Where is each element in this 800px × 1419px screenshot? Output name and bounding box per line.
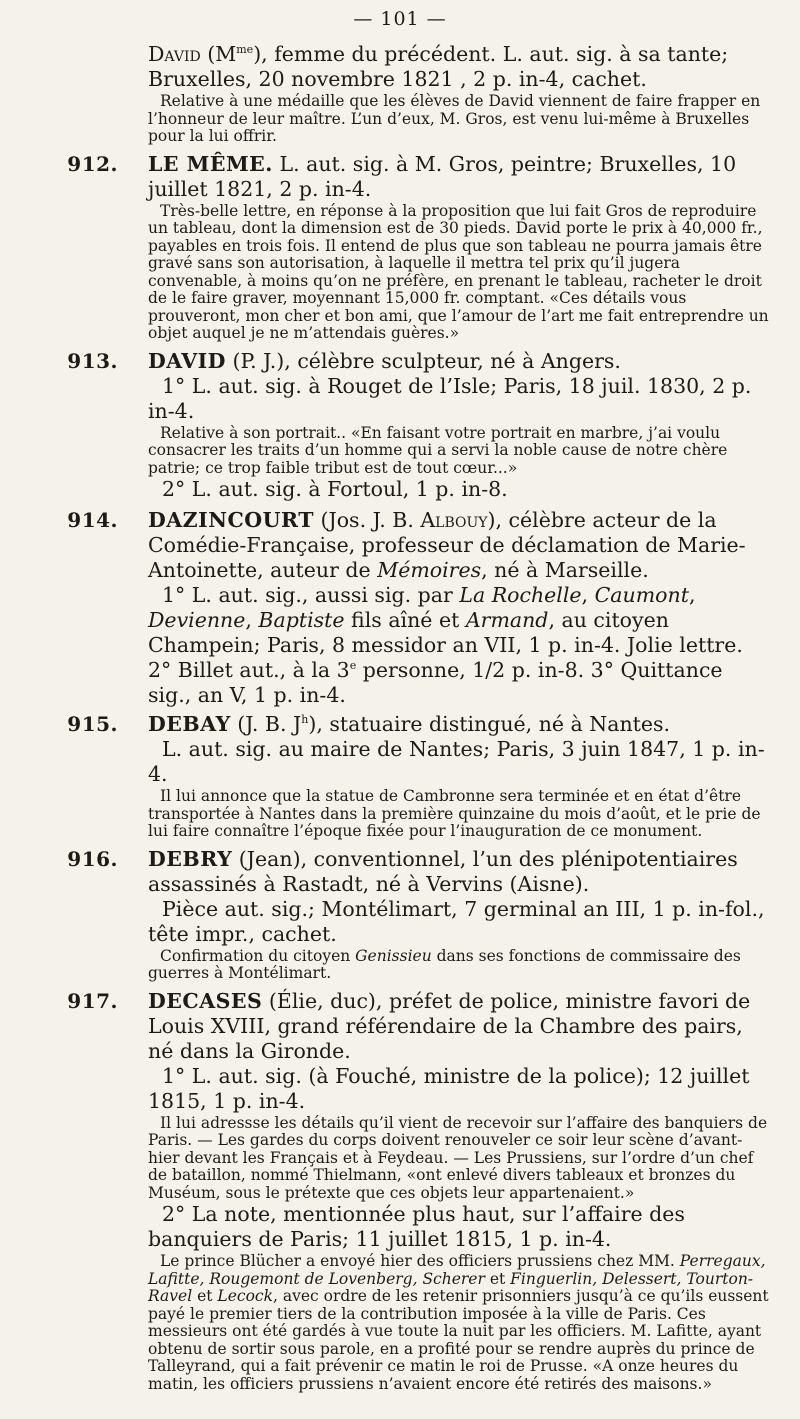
entry-item: 1° L. aut. sig. (à Fouché, ministre de la police); 12 juillet 1815, 1 p. in-4. <box>148 1063 750 1113</box>
entry-name: DEBAY <box>148 712 231 736</box>
entry-note: Relative à une médaille que les élèves de David viennent de faire frapper en l’honneur de leur maître. L’un d’eux, M. Gros, est venu lui-même à Bruxelles pour la lui offrir. <box>148 92 761 145</box>
entry-item: 1° L. aut. sig. à Rouget de l’Isle; Paris, 18 juil. 1830, 2 p. in-4. <box>148 373 752 423</box>
entry-name: DECASES <box>148 988 263 1013</box>
entry-item: L. aut. sig. au maire de Nantes; Paris, 3 juin 1847, 1 p. in-4. <box>148 737 765 786</box>
entry-heading: LE MÊME. L. aut. sig. à M. Gros, peintre; Bruxelles, 10 juillet 1821, 2 p. in-4. <box>148 151 737 201</box>
entry-name: DEBRY <box>148 846 233 871</box>
entry-heading: DEBRY (Jean), conventionnel, l’un des plénipotentiaires assassinés à Rastadt, né à Vervins (Aisne). <box>148 846 738 896</box>
entry-number: 916. <box>67 846 118 871</box>
entry-note: Le prince Blücher a envoyé hier des officiers prussiens chez MM. Perregaux, Lafitte, Rougemont de Lovenberg, Scherer et Finguerlin, Delessert, Tourton-Ravel et Lecock, avec ordre de les retenir prisonniers jusqu’à ce qu’ils eussent payé le premier tiers de la contribution imposée à la ville de Paris. Ces messieurs ont été gardés à vue toute la nuit par les officiers. M. Lafitte, ayant obtenu de sortir sous parole, en a profité pour se rendre auprès du prince de Talleyrand, qui a fait prévenir ce matin le roi de Prusse. «A onze heures du matin, les officiers prussiens n’avaient encore été retirés des maisons.» <box>148 1252 769 1393</box>
entry-note: Confirmation du citoyen Genissieu dans ses fonctions de commissaire des guerres à Montélimart. <box>148 946 741 982</box>
entry-name: LE MÊME. <box>148 151 273 176</box>
catalogue-entry <box>0 508 800 708</box>
entry-heading: DEBAY (J. B. $J^h$), statuaire distingué, né à Nantes. <box>148 712 671 736</box>
entry-item: 1° L. aut. sig., aussi sig. par La Rochelle, Caumont, Devienne, Baptiste fils aîné et Armand, au citoyen Champein; Paris, 8 messidor an VII, 1 p. in-4. Jolie lettre. 2° Billet aut., à la 3e personne, 1/2 p. in-8. 3° Quittance sig., an V, 1 p. in-4. <box>148 583 743 707</box>
catalogue-entry <box>0 712 800 841</box>
entry-item: Pièce aut. sig.; Montélimart, 7 germinal an III, 1 p. in-fol., tête impr., cachet. <box>148 896 765 946</box>
catalogue-entry <box>0 42 800 146</box>
entry-number: 915. <box>67 712 118 736</box>
catalogue-entry <box>0 349 800 503</box>
catalogue-entry <box>0 847 800 983</box>
entry-number: 917. <box>67 988 118 1013</box>
catalogue-entry <box>0 989 800 1394</box>
entry-note: Il lui adressse les détails qu’il vient de recevoir sur l’affaire des banquiers de Paris. — Les gardes du corps doivent renouveler ce soir leur scène d’avant-hier devant les Français et à Feydeau. — Les Prussiens, sur l’ordre d’un chef de bataillon, nommé Thielmann, «ont enlevé divers tableaux et bronzes du Muséum, sous le prétexte que ces objets leur appartenaient.» <box>148 1113 768 1202</box>
entry-heading: DAVID (P. J.), célèbre sculpteur, né à Angers. <box>148 348 621 373</box>
entry-heading: DAZINCOURT (Jos. J. B. Albouy), célèbre acteur de la Comédie-Française, professeur de déclamation de Marie-Antoinette, auteur de Mémoires, né à Marseille. <box>148 508 746 582</box>
entry-heading: DECASES (Élie, duc), préfet de police, ministre favori de Louis XVIII, grand référendaire de la Chambre des pairs, né dans la Gironde. <box>148 988 751 1063</box>
entry-number: 912. <box>67 151 118 176</box>
entry-name: DAVID <box>148 348 226 373</box>
entry-note: Il lui annonce que la statue de Cambronne sera terminée et en état d’être transportée à Nantes dans la première quinzaine du mois d’août, et le prie de lui faire connaître l’époque fixée pour l’inauguration de ce monument. <box>148 787 761 840</box>
entry-item: 2° L. aut. sig. à Fortoul, 1 p. in-8. <box>162 477 508 501</box>
entry-note: Très-belle lettre, en réponse à la proposition que lui fait Gros de reproduire un tableau, dont la dimension est de 30 pieds. David porte le prix à 40,000 fr., payables en trois fois. Il entend de plus que son tableau ne pourra jamais être gravé sans son autorisation, à laquelle il mettra tel prix qu’il jugera convenable, à moins qu’on ne préfère, en prenant le tableau, racheter le droit de le faire graver, moyennant 15,000 fr. comptant. «Ces détails vous prouveront, mon cher et bon ami, que l’amour de l’art me fait entreprendre un objet auquel je ne m’attendais guères.» <box>148 201 769 342</box>
entry-number: 913. <box>67 348 118 373</box>
catalogue-entries <box>0 42 800 1393</box>
catalogue-entry <box>0 152 800 343</box>
entry-heading: David $(M^{me})$, femme du précédent. L. aut. sig. à sa tante; Bruxelles, 20 novembre 1821 , 2 p. in-4, cachet. <box>148 42 729 91</box>
entry-item: 2° La note, mentionnée plus haut, sur l’affaire des banquiers de Paris; 11 juillet 1815, 1 p. in-4. <box>148 1202 685 1251</box>
entry-number: 914. <box>67 508 118 532</box>
entry-note: Relative à son portrait.. «En faisant votre portrait en marbre, j’ai voulu consacrer les traits d’un homme qui a servi la noble cause de notre chère patrie; ce trop faible tribut est de tout cœur...» <box>148 423 728 477</box>
page-header: — 101 — <box>353 8 447 30</box>
entry-name: DAZINCOURT <box>148 508 314 532</box>
